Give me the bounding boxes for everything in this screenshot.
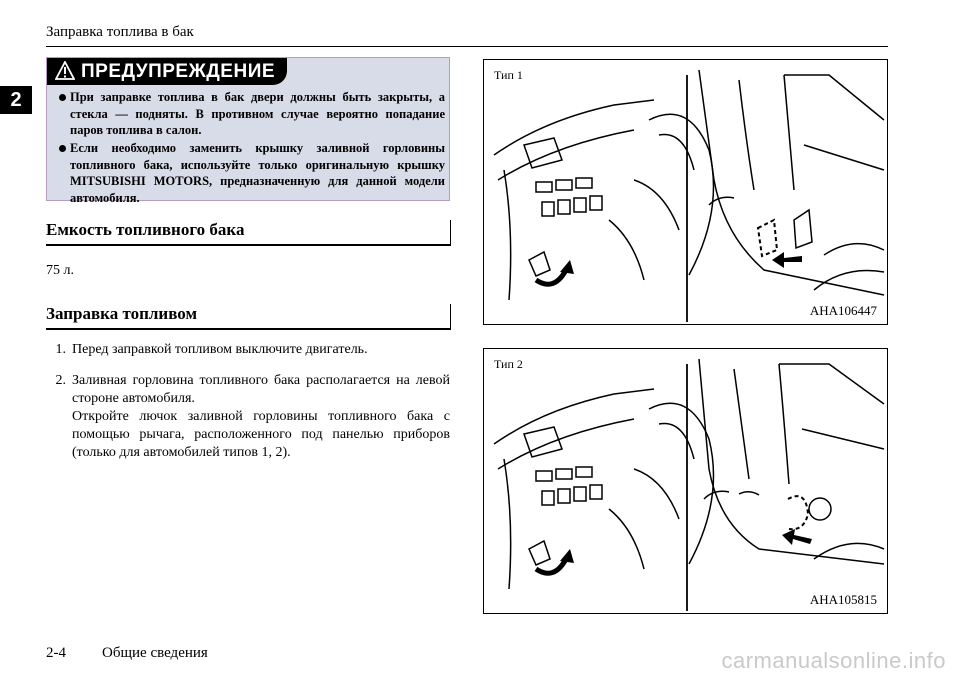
section-heading-tank-capacity: Емкость топливного бака xyxy=(46,220,451,246)
warning-item-text: При заправке топлива в бак двери должны быть закрыты, а стекла — подняты. В противном случае вероятно попадание паров топлива в салон. xyxy=(70,90,445,137)
warning-item-text: Если необходимо заменить крышку заливной горловины топливного бака, используйте только оригинальную крышку MITSUBISHI MOTORS, предназначенную для данной модели автомобиля. xyxy=(70,141,445,205)
chapter-tab: 2 xyxy=(0,86,32,114)
tank-capacity-value: 75 л. xyxy=(46,263,74,278)
page-header-title: Заправка топлива в бак xyxy=(46,24,194,40)
footer-page-number: 2-4 xyxy=(46,645,66,661)
step-text: Заливная горловина топливного бака располагается на левой стороне автомобиля. xyxy=(72,373,450,406)
section-heading-refueling: Заправка топливом xyxy=(46,304,451,330)
footer-section-name: Общие сведения xyxy=(102,645,208,661)
warning-title-bar xyxy=(47,58,287,85)
step-text: Откройте лючок заливной горловины топливного бака с помощью рычага, расположенного под панелью приборов (только для автомобилей типов 1, 2). xyxy=(72,409,450,460)
step-item xyxy=(46,372,450,462)
warning-item xyxy=(59,89,445,139)
figure-type-1 xyxy=(483,59,888,325)
bullet-icon xyxy=(59,94,66,101)
figure-code: AHA105815 xyxy=(809,592,877,607)
figure-type-label: Тип 1 xyxy=(494,68,523,82)
bullet-icon xyxy=(59,145,66,152)
warning-box xyxy=(46,57,450,205)
warning-title: ПРЕДУПРЕЖДЕНИЕ xyxy=(81,61,276,82)
figure-type-2 xyxy=(483,348,888,614)
figure-type-label: Тип 2 xyxy=(494,357,523,371)
step-text: Перед заправкой топливом выключите двигатель. xyxy=(72,342,368,357)
figure-code: AHA106447 xyxy=(809,303,877,318)
step-item xyxy=(46,341,450,359)
warning-item xyxy=(59,140,445,206)
header-rule xyxy=(46,46,888,47)
fuel-door-lever-illustration xyxy=(484,60,887,324)
warning-triangle-icon xyxy=(55,61,75,81)
fuel-door-lever-illustration xyxy=(484,349,887,613)
watermark: carmanualsonline.info xyxy=(721,648,946,673)
step-number: 2. xyxy=(55,373,66,388)
step-number: 1. xyxy=(55,342,66,357)
